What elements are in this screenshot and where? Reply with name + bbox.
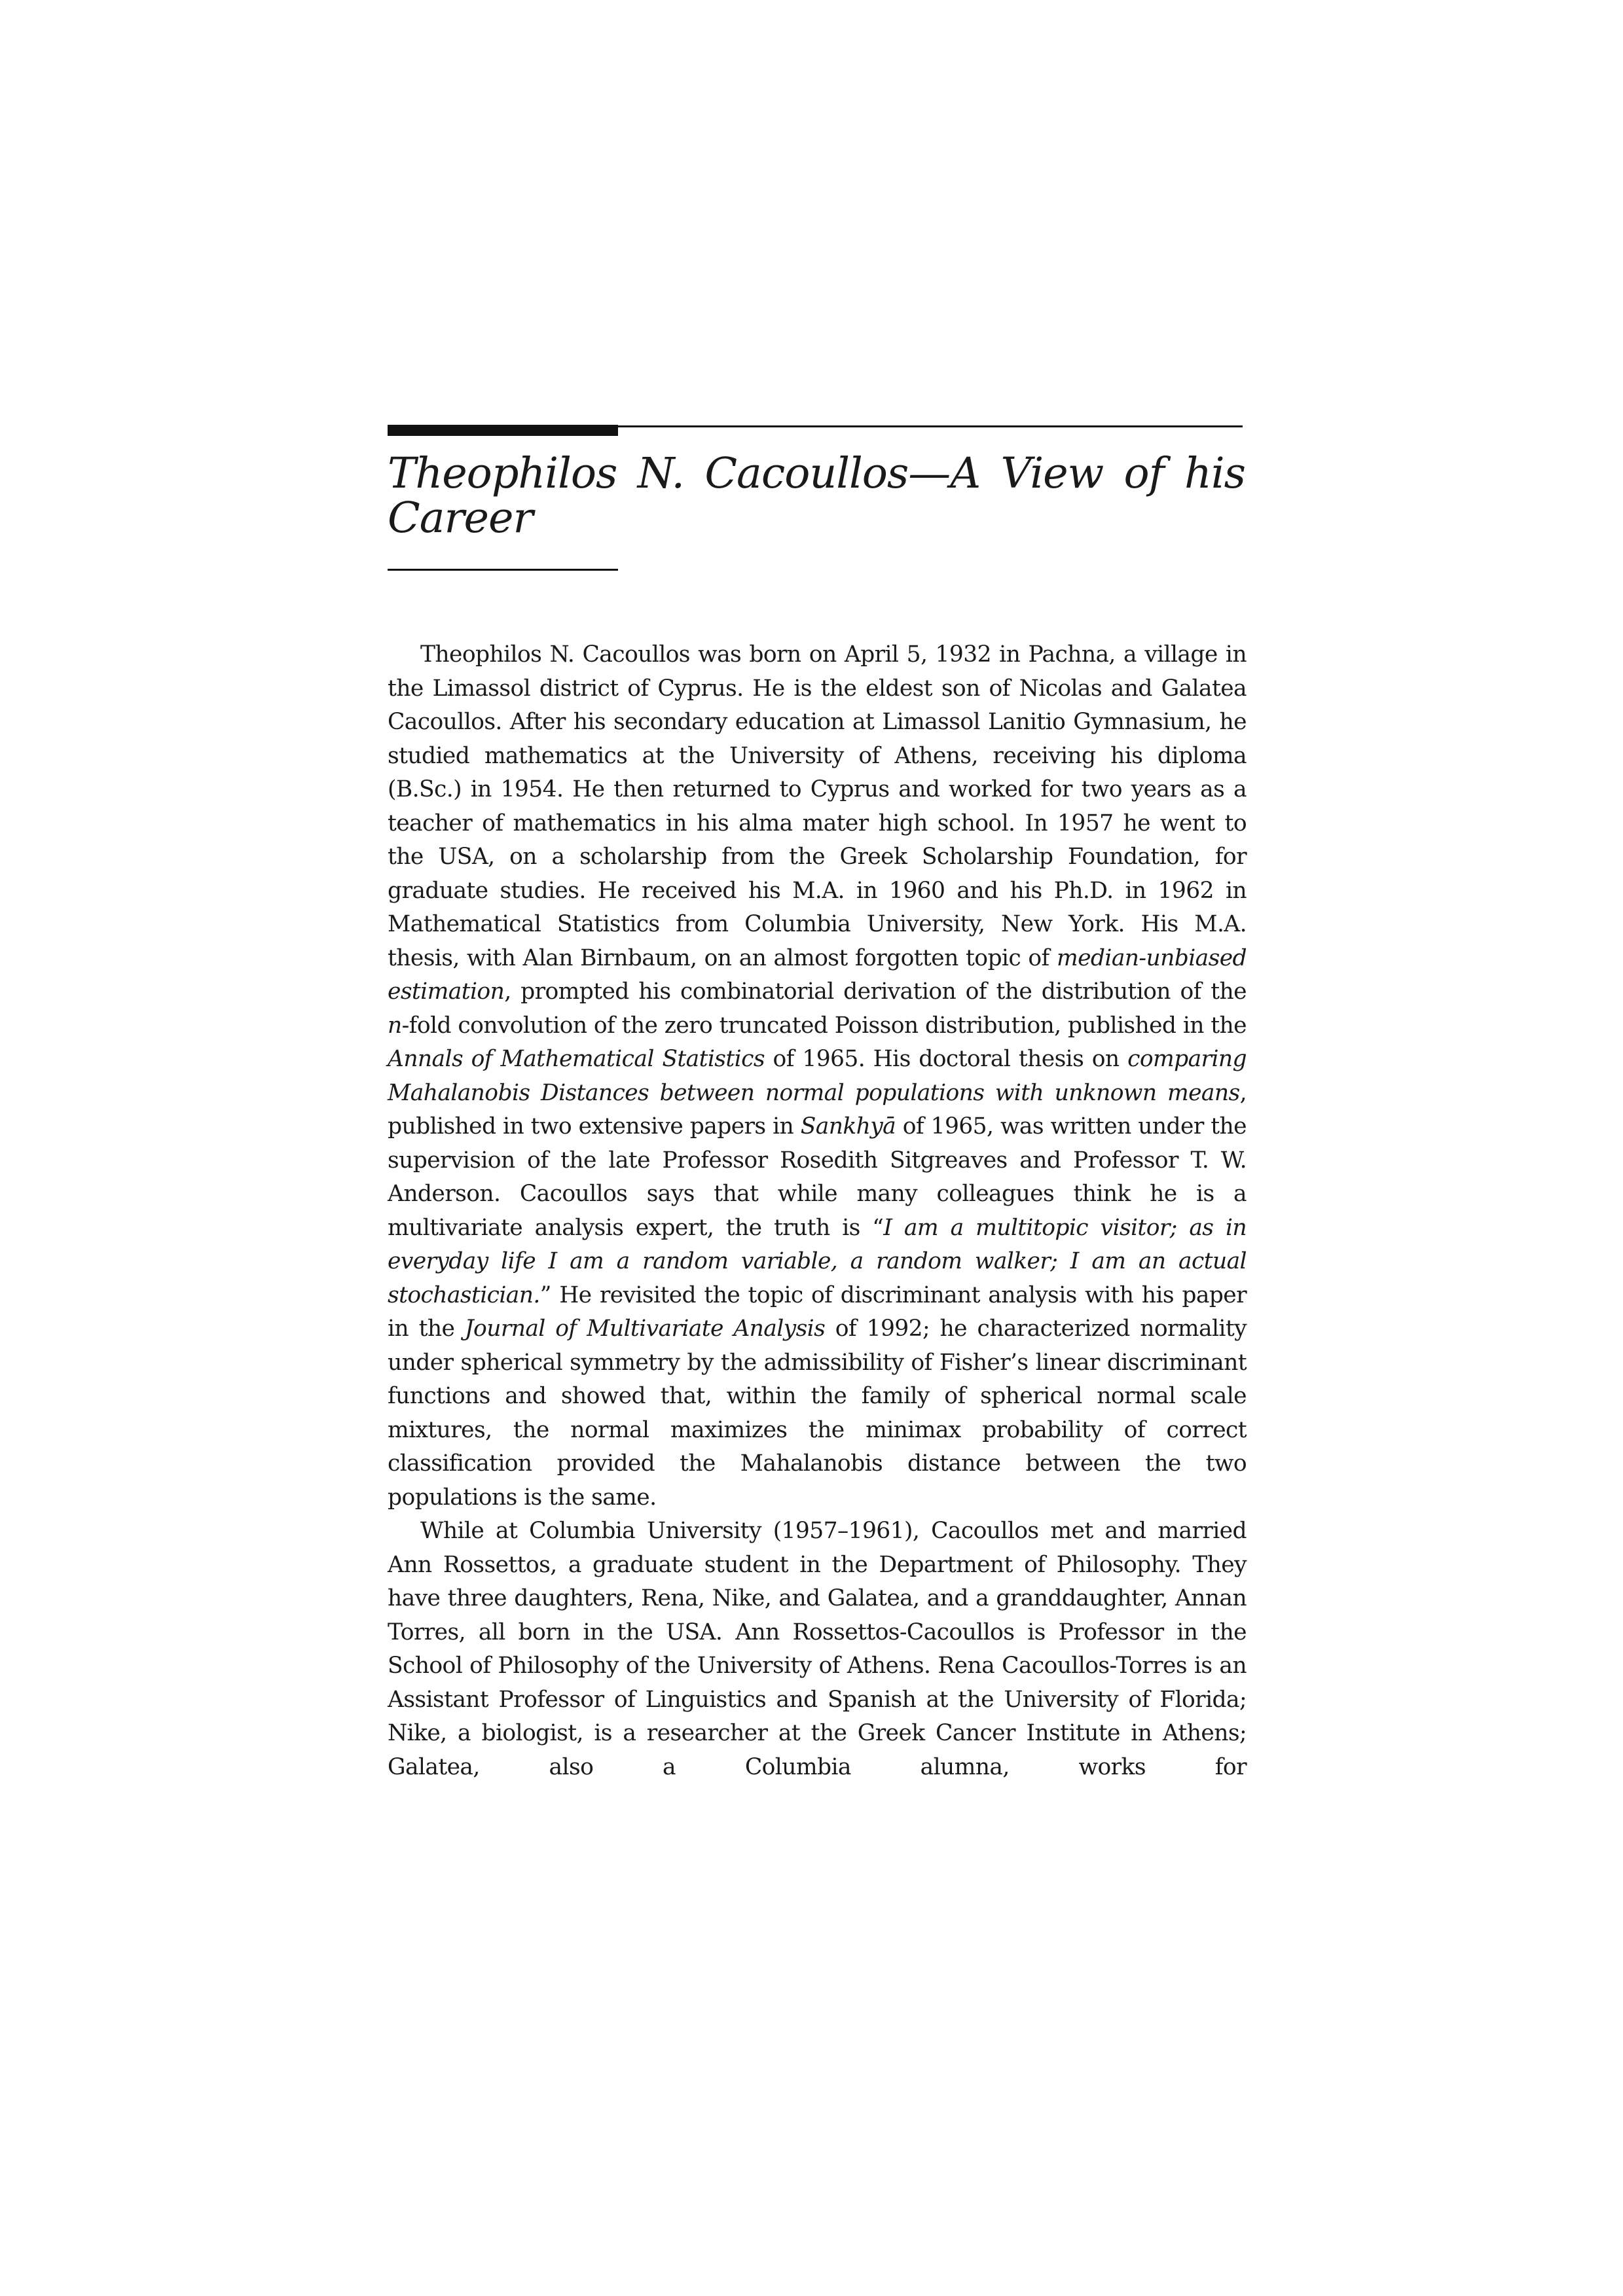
italic-journal: Sankhyā <box>800 1113 896 1139</box>
paragraph-1 <box>388 638 1247 1515</box>
title-top-thick-bar <box>388 425 618 436</box>
italic-journal: Annals of Mathematical Statistics <box>388 1046 765 1072</box>
text-run: ” He revisited the topic of discriminant analysis with his paper in the <box>388 1282 1247 1342</box>
italic-journal: Journal of Multivariate Analysis <box>464 1316 826 1342</box>
text-run: of 1965. His doctoral thesis on <box>764 1046 1128 1072</box>
italic-thesis-title: comparing Mahalanobis Distances between normal populations with unknown means <box>388 1046 1247 1106</box>
text-run: Theophilos N. Cacoullos was born on April 5, 1932 in Pachna, a village in the Limassol district of Cyprus. He is the eldest son of Nicolas and Galatea Cacoullos. After his secondary education at Limassol Lanitio Gymnasium, he studied mathematics at the University of Athens, receiving his diploma (B.Sc.) in 1954. He then returned to Cyprus and worked for two years as a teacher of mathematics in his alma mater high school. In 1957 he went to the USA, on a scholarship from the Greek Scholarship Foundation, for graduate studies. He received his M.A. in 1960 and his Ph.D. in 1962 in Mathematical Statistics from Columbia University, New York. His M.A. thesis, with Alan Birnbaum, on an almost forgotten topic of <box>388 641 1247 971</box>
text-run: , prompted his combinatorial derivation of the distribution of the <box>504 978 1247 1005</box>
article-body <box>388 638 1247 1784</box>
text-run: of 1965, was written under the supervision of the late Professor Rosedith Sitgreaves and Professor T. W. Anderson. Cacoullos says that while many colleagues think he is a multivariate analysis expert, the truth is “ <box>388 1113 1247 1241</box>
italic-term: median-unbiased estimation <box>388 944 1247 1005</box>
title-bottom-rule <box>388 569 618 571</box>
text-run: While at Columbia University (1957–1961), Cacoullos met and married Ann Rossettos, a graduate student in the Department of Philosophy. They have three daughters, Rena, Nike, and Galatea, and a granddaughter, Annan Torres, all born in the USA. Ann Rossettos-Cacoullos is Professor in the School of Philosophy of the University of Athens. Rena Cacoullos-Torres is an Assistant Professor of Linguistics and Spanish at the University of Florida; Nike, a biologist, is a researcher at the Greek Cancer Institute in Athens; Galatea, also a Columbia alumna, works for <box>388 1518 1247 1780</box>
text-run: , published in two extensive papers in <box>388 1079 1247 1139</box>
italic-variable: n <box>388 1012 402 1039</box>
text-run: of 1992; he characterized normality under spherical symmetry by the admissibility of Fisher’s linear discriminant functions and showed that, within the family of spherical normal scale mixtures, the normal maximizes the minimax probability of correct classification provided the Mahalanobis distance between the two populations is the same. <box>388 1316 1247 1511</box>
article-title: Theophilos N. Cacoullos—A View of his Career <box>388 449 1245 543</box>
text-run: -fold convolution of the zero truncated Poisson distribution, published in the <box>401 1012 1247 1039</box>
paragraph-2 <box>388 1515 1247 1784</box>
italic-quote: I am a multitopic visitor; as in everyday life I am a random variable, a random walker; I am an actual stochastician. <box>388 1214 1247 1308</box>
